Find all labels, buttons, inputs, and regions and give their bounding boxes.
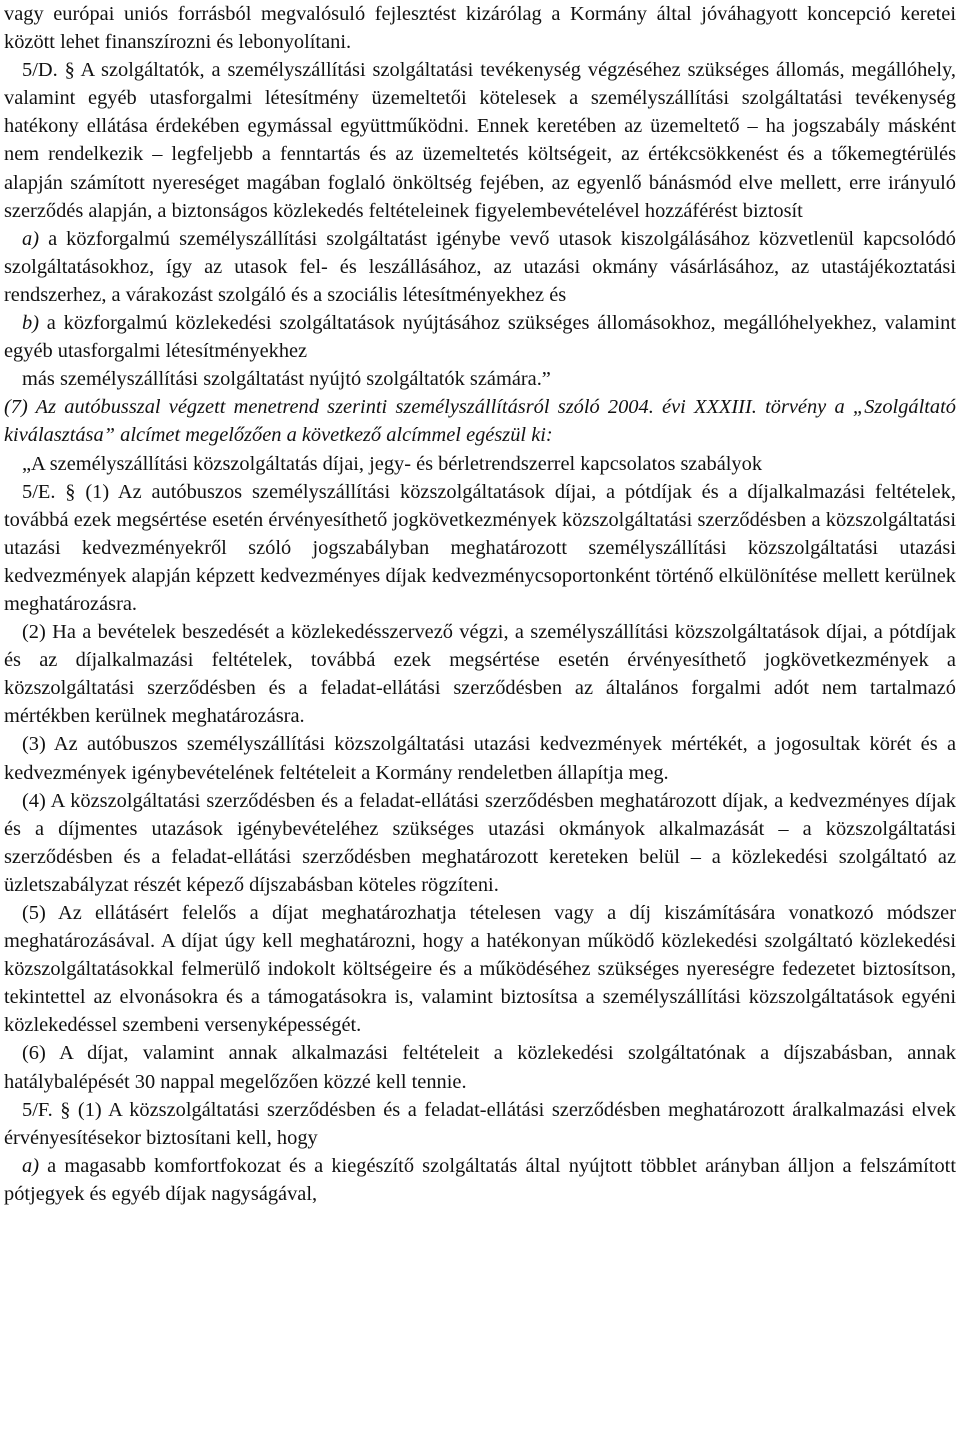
section-5e-5-paragraph: (5) Az ellátásért felelős a díjat meghatározhatja tételesen vagy a díj kiszámítására vonatkozó módszer meghatározásával. A díjat úgy kell meghatározni, hogy a hatékonyan működő közlekedési szolgáltató közlekedési közszolgáltatásokkal felmerülő indokolt költségeire és a működéséhez szükséges nyereségre fedezetet biztosítson, tekintettel az elvonásokra és a támogatásokra is, valamint biztosítsa a személyszállítási közszolgáltatások egyéni közlekedéssel szembeni versenyképességét.	[4, 902, 956, 1037]
list-label-5f-a: a)	[22, 1154, 39, 1177]
list-text-b: a közforgalmú közlekedési szolgáltatások nyújtásához szükséges állomásokhoz, megállóhelyekhez, valamint egyéb utasforgalmi létesítményekhez	[4, 312, 956, 363]
list-item-5f-a	[4, 1152, 956, 1208]
section-5e-6-paragraph: (6) A díjat, valamint annak alkalmazási feltételeit a közlekedési szolgáltatónak a díjszabásban, annak hatálybalépését 30 nappal megelőzően közzé kell tennie.	[4, 1042, 956, 1093]
subtitle-heading: „A személyszállítási közszolgáltatás díjai, jegy- és bérletrendszerrel kapcsolatos szabályok	[22, 452, 763, 475]
section-5e-4-paragraph: (4) A közszolgáltatási szerződésben és a feladat-ellátási szerződésben meghatározott díjak, a kedvezményes díjak és a díjmentes utazások igénybevételéhez szükséges utazási okmányok alkalmazását – a közszolgáltatási szerződésben és a feladat-ellátási szerződésben meghatározott kereteken belül – a közlekedési szolgáltató az üzletszabályzat részét képező díjszabásban köteles rögzíteni.	[4, 789, 956, 896]
section-5d-paragraph: 5/D. § A szolgáltatók, a személyszállítási szolgáltatási tevékenység végzéséhez szükséges állomás, megállóhely, valamint egyéb utasforgalmi létesítmény üzemeltetői kötelesek a személyszállítási szolgáltatási tevékenység hatékony ellátása érdekében egymással együttműködni. Ennek keretében az üzemeltető – ha jogszabály másként nem rendelkezik – legfeljebb a fenntartás és az üzemeltetés költségeit, az értékcsökkenést és a tőkemegtérülés alapján számított nyereséget magában foglaló önköltség fejében, az egyenlő bánásmód elve mellett, erre irányuló szerződés alapján, a biztonságos közlekedés feltételeinek figyelembevételével hozzáférést biztosít	[4, 59, 956, 222]
amendment-intro: (7) Az autóbusszal végzett menetrend szerinti személyszállításról szóló 2004. évi XXXIII. törvény a „Szolgáltató kiválasztása” alcímet megelőzően a következő alcímmel egészül ki:	[4, 396, 956, 447]
section-5e-3-paragraph: (3) Az autóbuszos személyszállítási közszolgáltatási utazási kedvezmények mértékét, a jogosultak körét és a kedvezmények igénybevételének feltételeit a Kormány rendeletben állapítja meg.	[4, 733, 956, 784]
list-label-b: b)	[22, 312, 39, 335]
closing-line: más személyszállítási szolgáltatást nyújtó szolgáltatók számára.”	[22, 368, 551, 391]
section-5e-2-paragraph: (2) Ha a bevételek beszedését a közlekedésszervező végzi, a személyszállítási közszolgáltatások díjai, a pótdíjak és az díjalkalmazási feltételek, továbbá ezek megsértése esetén érvényesíthető jogkövetkezmények a közszolgáltatási szerződésben és a feladat-ellátási szerződésben az általános forgalmi adót nem tartalmazó mértékben kerülnek meghatározásra.	[4, 621, 956, 728]
list-text-a: a közforgalmú személyszállítási szolgáltatást igénybe vevő utasok kiszolgálásához közvetlenül kapcsolódó szolgáltatásokhoz, így az utasok fel- és leszállásához, az utazási okmány vásárlásához, az utastájékoztatási rendszerhez, a várakozást szolgáló és a szociális létesítményekhez és	[4, 227, 956, 306]
list-text-5f-a: a magasabb komfortfokozat és a kiegészítő szolgáltatás által nyújtott többlet arányban álljon a felszámított pótjegyek és egyéb díjak nagyságával,	[4, 1154, 956, 1205]
list-label-a: a)	[22, 227, 39, 250]
section-5e-1-paragraph: 5/E. § (1) Az autóbuszos személyszállítási közszolgáltatások díjai, a pótdíjak és a díjalkalmazási feltételek, továbbá ezek megsértése esetén érvényesíthető jogkövetkezmények közszolgáltatási szerződésben a közszolgáltatási utazási kedvezményekről szóló jogszabályban meghatározott személyszállítási közszolgáltatási utazási kedvezmények alapján képzett kedvezményes díjak kedvezménycsoportonként történő elkülönítése mellett kerülnek meghatározásra.	[4, 480, 956, 615]
document-page	[4, 0, 956, 1208]
section-5f-1-paragraph: 5/F. § (1) A közszolgáltatási szerződésben és a feladat-ellátási szerződésben meghatározott áralkalmazási elvek érvényesítésekor biztosítani kell, hogy	[4, 1098, 956, 1149]
paragraph-continuation: vagy európai uniós forrásból megvalósuló fejlesztést kizárólag a Kormány által jóváhagyott koncepció keretei között lehet finanszírozni és lebonyolítani.	[4, 3, 956, 54]
list-item-b	[4, 309, 956, 365]
list-item-a	[4, 225, 956, 309]
